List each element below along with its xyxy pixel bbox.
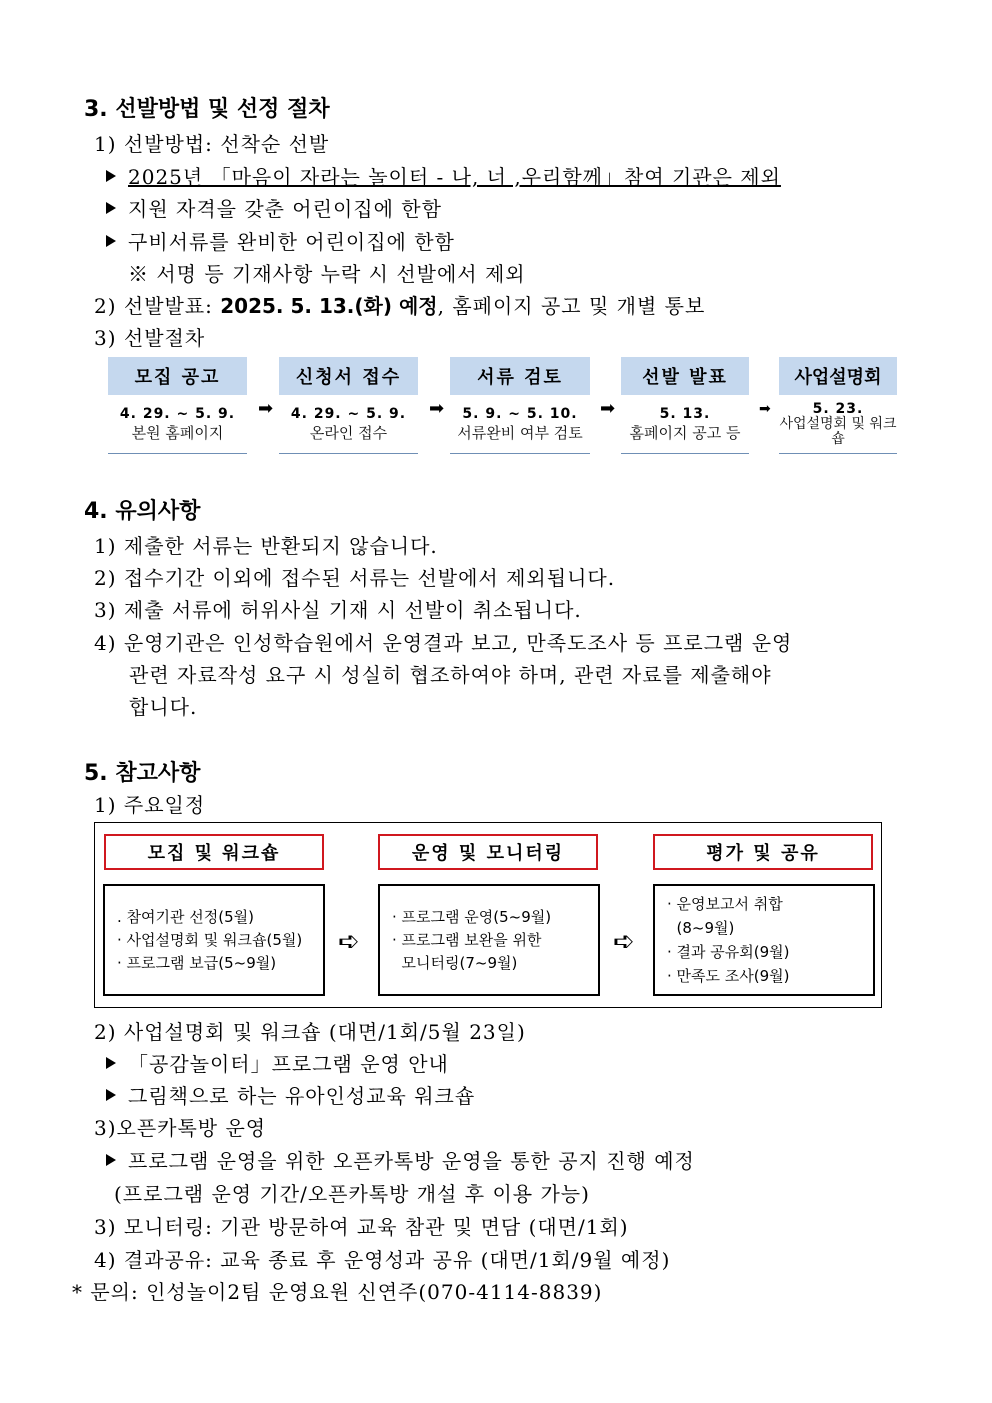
- step-head: 모집 공고: [108, 357, 247, 395]
- schedule-item: · 결과 공유회(9월): [667, 943, 790, 961]
- bullet-text: 프로그램 운영을 위한 오픈카톡방 운영을 통한 공지 진행 예정: [128, 1149, 695, 1173]
- schedule-body-evaluate: [653, 884, 875, 996]
- step-review: [450, 357, 590, 454]
- bullet-eligibility: [106, 193, 442, 222]
- schedule-body-recruit: [103, 884, 325, 996]
- schedule-head-operate: 운영 및 모니터링: [378, 834, 598, 870]
- triangle-bullet-icon: [106, 235, 116, 247]
- right-arrow-icon: ➡: [759, 401, 771, 417]
- hollow-arrow-icon: ➪: [338, 927, 360, 957]
- bullet-exclusion: [106, 161, 781, 190]
- step-head: 사업설명회: [779, 357, 897, 395]
- schedule-item: 모니터링(7~9월): [392, 953, 518, 972]
- result-sharing: 4) 결과공유: 교육 종료 후 운영성과 공유 (대면/1회/9월 예정): [94, 1248, 671, 1272]
- step-text: 홈페이지 공고 등: [629, 423, 741, 442]
- announcement-detail: , 홈페이지 공고 및 개별 통보: [437, 294, 706, 318]
- step-date: 4. 29. ~ 5. 9.: [119, 405, 236, 422]
- schedule-item: · 운영보고서 취합: [667, 895, 783, 913]
- triangle-bullet-icon: [106, 1089, 116, 1101]
- bullet-text: 그림책으로 하는 유아인성교육 워크숍: [128, 1084, 476, 1108]
- right-arrow-icon: ➡: [600, 398, 616, 419]
- step-announce: [621, 357, 749, 454]
- selection-procedure: 3) 선발절차: [94, 326, 206, 350]
- schedule-item: · 프로그램 운영(5~9월): [392, 907, 552, 926]
- hollow-arrow-icon: ➪: [613, 927, 635, 957]
- step-head: 서류 검토: [450, 357, 590, 395]
- step-date: 4. 29. ~ 5. 9.: [290, 405, 407, 422]
- schedule-item: . 참여기관 선정(5월): [117, 907, 254, 926]
- schedule-item: · 프로그램 보급(5~9월): [117, 953, 277, 972]
- schedule-item: · 사업설명회 및 워크숍(5월): [117, 930, 303, 949]
- section-4-title: 4. 유의사항: [84, 499, 201, 524]
- note-item-4-cont: 관련 자료작성 요구 시 성실히 협조하여야 하며, 관련 자료를 제출해야: [129, 663, 772, 687]
- triangle-bullet-icon: [106, 170, 116, 182]
- note-item-3: 3) 제출 서류에 허위사실 기재 시 선발이 취소됩니다.: [94, 598, 582, 622]
- note-item-2: 2) 접수기간 이외에 접수된 서류는 선발에서 제외됩니다.: [94, 566, 616, 590]
- openchat-operation: 3)오픈카톡방 운영: [94, 1116, 267, 1140]
- contact-info: * 문의: 인성놀이2팀 운영요원 신연주(070-4114-8839): [72, 1280, 603, 1304]
- schedule-head-recruit: 모집 및 워크숍: [104, 834, 324, 870]
- schedule-item: · 프로그램 보완을 위한: [392, 930, 542, 949]
- note-item-1: 1) 제출한 서류는 반환되지 않습니다.: [94, 534, 438, 558]
- bullet-text: 2025년 「마음이 자라는 놀이터 - 나, 너 ,우리함께」참여 기관은 제외: [128, 165, 781, 189]
- selection-method: 1) 선발방법: 선착순 선발: [94, 132, 330, 156]
- step-text: 사업설명회 및 워크숍: [779, 416, 897, 447]
- bullet-text: 구비서류를 완비한 어린이집에 한함: [128, 230, 455, 254]
- openchat-note: (프로그램 운영 기간/오픈카톡방 개설 후 이용 가능): [114, 1182, 590, 1206]
- schedule-head-evaluate: 평가 및 공유: [653, 834, 873, 870]
- step-application: [279, 357, 418, 454]
- step-head: 신청서 접수: [279, 357, 418, 395]
- step-text: 서류완비 여부 검토: [457, 423, 583, 442]
- main-schedule-label: 1) 주요일정: [94, 793, 206, 817]
- step-text: 본원 홈페이지: [131, 423, 224, 442]
- section-3-title: 3. 선발방법 및 선정 절차: [84, 97, 330, 122]
- announcement-label: 2) 선발발표:: [94, 294, 221, 318]
- bullet-program-guide: [106, 1048, 449, 1077]
- bullet-text: 「공감놀이터」프로그램 운영 안내: [128, 1052, 449, 1076]
- bullet-documents: [106, 226, 455, 255]
- section-5-title: 5. 참고사항: [84, 761, 201, 786]
- right-arrow-icon: ➡: [429, 398, 445, 419]
- triangle-bullet-icon: [106, 1057, 116, 1069]
- schedule-box: [94, 822, 882, 1008]
- step-date: 5. 13.: [659, 405, 711, 422]
- step-body: [779, 395, 897, 454]
- triangle-bullet-icon: [106, 202, 116, 214]
- step-body: [621, 395, 749, 454]
- bullet-text: 지원 자격을 갖춘 어린이집에 한함: [128, 197, 442, 221]
- note-signature: ※ 서명 등 기재사항 누락 시 선발에서 제외: [128, 262, 526, 286]
- step-body: [450, 395, 590, 454]
- schedule-item: (8~9월): [667, 919, 735, 937]
- step-date: 5. 23.: [812, 401, 864, 417]
- briefing-workshop: 2) 사업설명회 및 워크숍 (대면/1회/5월 23일): [94, 1020, 526, 1044]
- step-recruit: [108, 357, 247, 454]
- monitoring: 3) 모니터링: 기관 방문하여 교육 참관 및 면담 (대면/1회): [94, 1215, 629, 1239]
- schedule-item: · 만족도 조사(9월): [667, 967, 790, 985]
- note-item-4: 4) 운영기관은 인성학습원에서 운영결과 보고, 만족도조사 등 프로그램 운영: [94, 631, 793, 655]
- bullet-picturebook-workshop: [106, 1080, 475, 1109]
- selection-announcement: [94, 290, 705, 319]
- step-body: [108, 395, 247, 454]
- step-date: 5. 9. ~ 5. 10.: [462, 405, 578, 422]
- bullet-openchat: [106, 1145, 695, 1174]
- step-body: [279, 395, 418, 454]
- step-text: 온라인 접수: [309, 423, 388, 442]
- triangle-bullet-icon: [106, 1154, 116, 1166]
- schedule-body-operate: [378, 884, 600, 996]
- note-item-4-end: 합니다.: [129, 695, 198, 719]
- announcement-date: 2025. 5. 13.(화) 예정: [220, 294, 438, 318]
- step-briefing: [779, 357, 897, 454]
- step-head: 선발 발표: [621, 357, 749, 395]
- right-arrow-icon: ➡: [258, 398, 274, 419]
